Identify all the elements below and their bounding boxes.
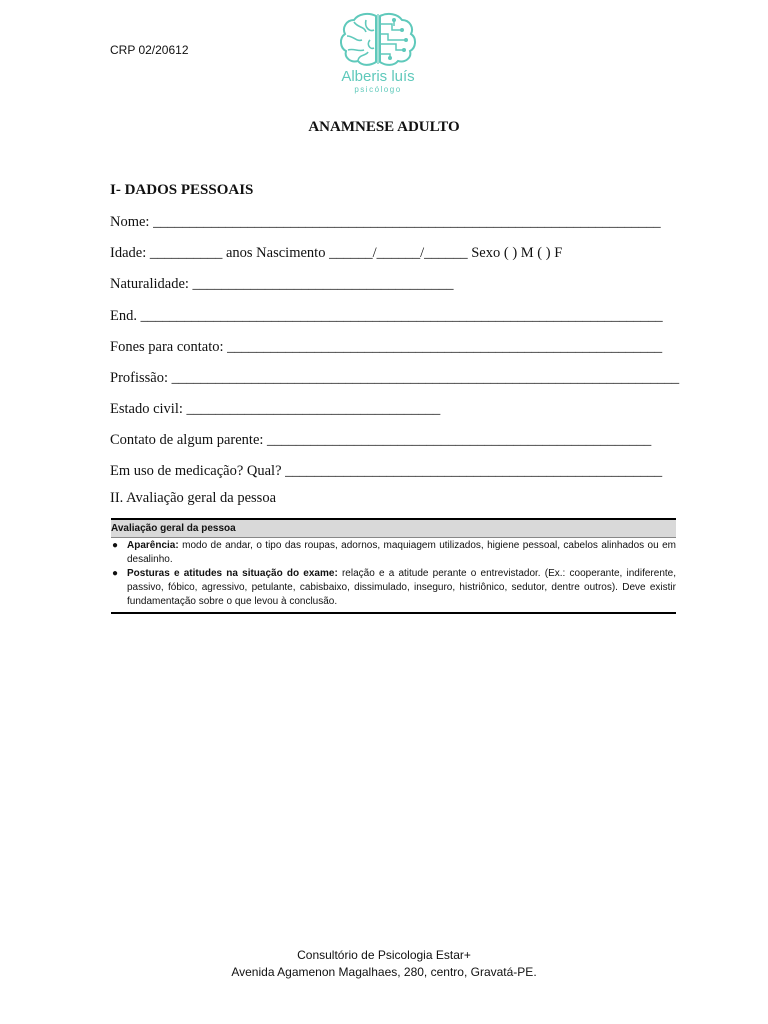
nome-field[interactable]: Nome: ______________________________________________________________________ <box>110 214 661 230</box>
avaliacao-table <box>111 518 676 614</box>
logo-name: Alberis luís <box>341 68 415 85</box>
profissao-field[interactable]: Profissão: ______________________________________________________________________ <box>110 370 680 386</box>
medicacao-field[interactable]: Em uso de medicação? Qual? ____________________________________________________ <box>110 463 663 479</box>
item-label: Posturas e atitudes na situação do exame: <box>127 568 338 579</box>
naturalidade-field[interactable]: Naturalidade: ____________________________________ <box>110 276 454 292</box>
item-text: modo de andar, o tipo das roupas, adornos, maquiagem utilizados, higiene pessoal, cabelos alinhados ou em desalinho. <box>127 540 676 565</box>
item-label: Aparência: <box>127 540 179 551</box>
list-item <box>112 539 676 567</box>
bullet-icon: ● <box>112 540 119 551</box>
list-item <box>112 567 677 609</box>
section-dados-pessoais: I- DADOS PESSOAIS <box>110 182 254 198</box>
document-title: ANAMNESE ADULTO <box>308 119 460 135</box>
footer-clinic-name: Consultório de Psicologia Estar+ <box>297 948 471 962</box>
section-avaliacao-geral: II. Avaliação geral da pessoa <box>110 490 276 506</box>
estado-civil-field[interactable]: Estado civil: ___________________________________ <box>110 401 441 417</box>
logo-subtitle: psicólogo <box>354 85 402 94</box>
idade-field[interactable]: Idade: __________ anos Nascimento ______/______/______ Sexo ( ) M ( ) F <box>110 245 563 261</box>
bullet-icon: ● <box>112 568 119 579</box>
fones-field[interactable]: Fones para contato: ____________________________________________________________ <box>110 339 663 355</box>
endereco-field[interactable]: End. ________________________________________________________________________ <box>110 308 663 324</box>
crp-number: CRP 02/20612 <box>110 43 189 57</box>
contato-parente-field[interactable]: Contato de algum parente: _____________________________________________________ <box>110 432 652 448</box>
avaliacao-list <box>111 538 676 612</box>
footer-address: Avenida Agamenon Magalhaes, 280, centro, Gravatá-PE. <box>231 965 537 979</box>
avaliacao-table-header: Avaliação geral da pessoa <box>111 520 676 538</box>
item-text: relação e a atitude perante o entrevistador. (Ex.: cooperante, indiferente, passivo, fóbico, agressivo, petulante, cabisbaixo, dissimulado, inseguro, histriônico, sedutor, dentre outros). Deve existir fundamentação sobre o que levou à conclusão. <box>127 568 677 607</box>
